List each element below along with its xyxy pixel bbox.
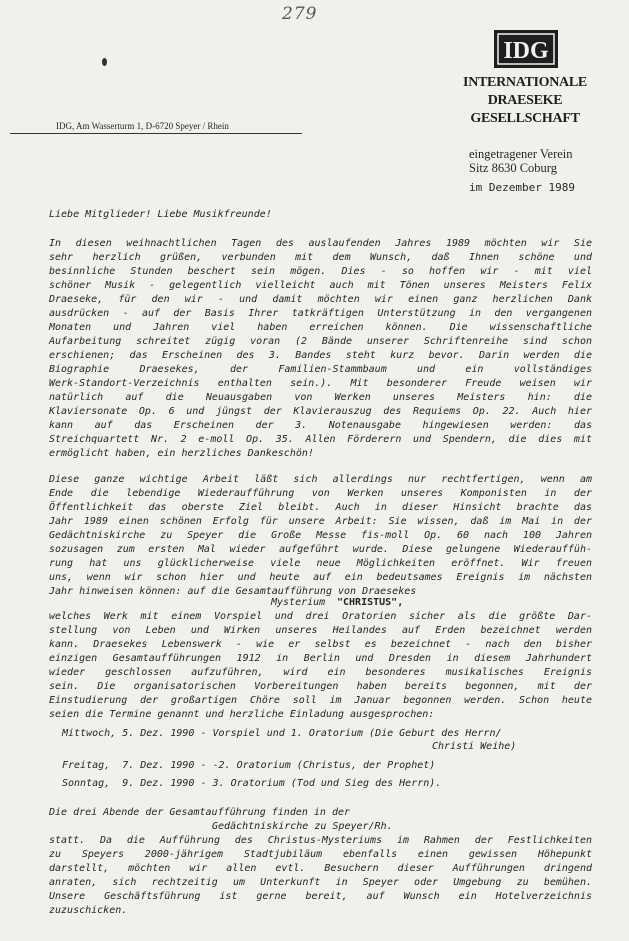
paragraph-3-line: stellung von Leben und Wirken unseres Heilandes auf Erden bezeichnet werden: [49, 625, 592, 636]
paragraph-1-line: Biographie Draesekes, der Familien-Stammbaum und ein vollständiges: [49, 364, 592, 375]
ink-blot: [102, 58, 107, 66]
schedule-row: Mittwoch, 5. Dez. 1990 - Vorspiel und 1. Oratorium (Die Geburt des Herrn/: [62, 728, 502, 739]
paragraph-2-line: sozusagen zum ersten Mal wieder aufgeführt wurde. Diese gelungene Wiederauffüh-: [49, 544, 592, 555]
paragraph-1-line: Streichquartett Nr. 2 e-moll Op. 35. Allen Förderern und Spendern, die dies mit: [49, 434, 592, 445]
paragraph-2-line: Öffentlichkeit das oberste Ziel bleibt. Auch in dieser Hinsicht brachte das: [49, 502, 592, 513]
letter-date: im Dezember 1989: [469, 181, 575, 194]
paragraph-2-line: uns, wenn wir schon hier und heute auf ein bedeutsames Ereignis im nächsten: [49, 572, 592, 583]
paragraph-1-line: In diesen weihnachtlichen Tagen des auslaufenden Jahres 1989 möchten wir Sie: [49, 238, 592, 249]
salutation: Liebe Mitglieder! Liebe Musikfreunde!: [49, 209, 272, 220]
handwritten-page-number: 279: [282, 4, 318, 24]
paragraph-1-line: Klaviersonate Op. 6 und jüngst der Klavierauszug des Requiems Op. 22. Auch hier: [49, 406, 592, 417]
registration: [469, 147, 573, 175]
mysterium-label: Mysterium: [271, 597, 326, 608]
paragraph-3-line: kann. Draesekes Lebenswerk - wie er selbst es bezeichnet - nach den bisher: [49, 639, 592, 650]
schedule-row: Freitag, 7. Dez. 1990 - -2. Oratorium (Christus, der Prophet): [62, 760, 436, 771]
paragraph-4-line: darstellt, möchten wir allen evtl. Besuchern dieser Aufführungen dringend: [49, 863, 592, 874]
paragraph-3-line: seien die Termine genannt und herzliche Einladung ausgesprochen:: [49, 709, 435, 720]
paragraph-3-line: einzigen Gesamtaufführungen 1912 in Berlin und Dresden in diesem Jahrhundert: [49, 653, 592, 664]
paragraph-2-line: Diese ganze wichtige Arbeit läßt sich allerdings nur rechtfertigen, wenn am: [49, 474, 592, 485]
paragraph-4-line: zu Speyers 2000-jährigem Stadtjubiläum ebenfalls einen gewissen Höhepunkt: [49, 849, 592, 860]
paragraph-4-line: zuzuschicken.: [49, 905, 128, 916]
paragraph-1-line: natürlich auf die Neuausgaben von Werken unseres Meisters hin: die: [49, 392, 592, 403]
sender-address: IDG, Am Wasserturm 1, D-6720 Speyer / Rhein: [56, 121, 229, 131]
paragraph-4-line: statt. Da die Aufführung des Christus-Mysteriums im Rahmen der Festlichkeiten: [49, 835, 592, 846]
registration-line-2: Sitz 8630 Coburg: [469, 161, 557, 175]
paragraph-1-line: Monaten und Jahren viel haben erreichen können. Die wissenschaftliche: [49, 322, 592, 333]
paragraph-3-line: welches Werk mit einem Vorspiel und drei Oratorien sicher als die größte Dar-: [49, 611, 592, 622]
paragraph-1-line: Werk-Standort-Verzeichnis enthalten sein.). Mit besonderer Freude weisen wir: [49, 378, 592, 389]
paragraph-3-line: sein. Die organisatorischen Vorbereitungen haben bereits begonnen, mit der: [49, 681, 592, 692]
org-line-1: INTERNATIONALE: [463, 75, 587, 90]
paragraph-2-line: Jahr 1989 einen schönen Erfolg für unsere Arbeit: Sie wissen, daß im Mai in der: [49, 516, 592, 527]
org-line-2: DRAESEKE: [487, 93, 563, 108]
christus-title: "CHRISTUS",: [337, 597, 404, 608]
paragraph-2-line: Ende die lebendige Wiederaufführung von Werken unseres Komponisten in der: [49, 488, 592, 499]
paragraph-2-line: Gedächtniskirche zu Speyer die Große Messe fis-moll Op. 60 nach 100 Jahren: [49, 530, 592, 541]
paragraph-2-line: rung hat uns glücklicherweise viele neue Möglichkeiten eröffnet. Wir freuen: [49, 558, 592, 569]
closing-intro: Die drei Abende der Gesamtaufführung finden in der: [49, 807, 351, 818]
paragraph-1-line: ermöglicht haben, ein herzliches Dankeschön!: [49, 448, 314, 459]
paragraph-3-line: wieder geschlossen aufzuführen, wird ein besonderes musikalisches Ereignis: [49, 667, 592, 678]
paragraph-2-line: Jahr hinweisen können: auf die Gesamtaufführung von Draesekes: [49, 586, 417, 597]
idg-logo: [494, 30, 558, 68]
schedule-row-continuation: Christi Weihe): [432, 741, 517, 752]
sender-divider: [10, 133, 302, 134]
paragraph-3-line: Einstudierung der großartigen Chöre soll im Januar begonnen werden. Schon heute: [49, 695, 592, 706]
logo-text: IDG: [503, 38, 549, 64]
paragraph-1-line: Draeseke, für den wir - und damit möchten wir einen ganz herzlichen Dank: [49, 294, 592, 305]
schedule-row: Sonntag, 9. Dez. 1990 - 3. Oratorium (Tod und Sieg des Herrn).: [62, 778, 442, 789]
closing-church: Gedächtniskirche zu Speyer/Rh.: [212, 821, 393, 832]
paragraph-1-line: erschienen; das Erscheinen des 3. Bandes steht kurz bevor. Darin werden die: [49, 350, 592, 361]
registration-line-1: eingetragener Verein: [469, 147, 573, 161]
paragraph-1-line: sehr herzlich grüßen, verbunden mit dem Wunsch, daß Ihnen schöne und: [49, 252, 592, 263]
paragraph-1-line: besinnliche Stunden beschert sein mögen. Dies - so hoffen wir - mit viel: [49, 266, 592, 277]
org-line-3: GESELLSCHAFT: [470, 111, 580, 126]
organization-name: [440, 74, 610, 128]
paragraph-4-line: Unsere Geschäftsführung ist gerne bereit, auf Wunsch ein Hotelverzeichnis: [49, 891, 592, 902]
paragraph-1-line: kann auf das Erscheinen der 3. Notenausgabe hingewiesen werden: das: [49, 420, 592, 431]
paragraph-4-line: anraten, sich rechtzeitig um Unterkunft in Speyer oder Umgebung zu bemühen.: [49, 877, 592, 888]
paragraph-1-line: ausdrücken - auf der Basis Ihrer tatkräftigen Unterstützung in den vergangenen: [49, 308, 592, 319]
paragraph-1-line: Aufarbeitung schreitet zügig voran (2 Bände unserer Schriftenreihe sind schon: [49, 336, 592, 347]
paragraph-1-line: schöner Musik - gelegentlich vielleicht auch mit Tönen unseres Meisters Felix: [49, 280, 592, 291]
